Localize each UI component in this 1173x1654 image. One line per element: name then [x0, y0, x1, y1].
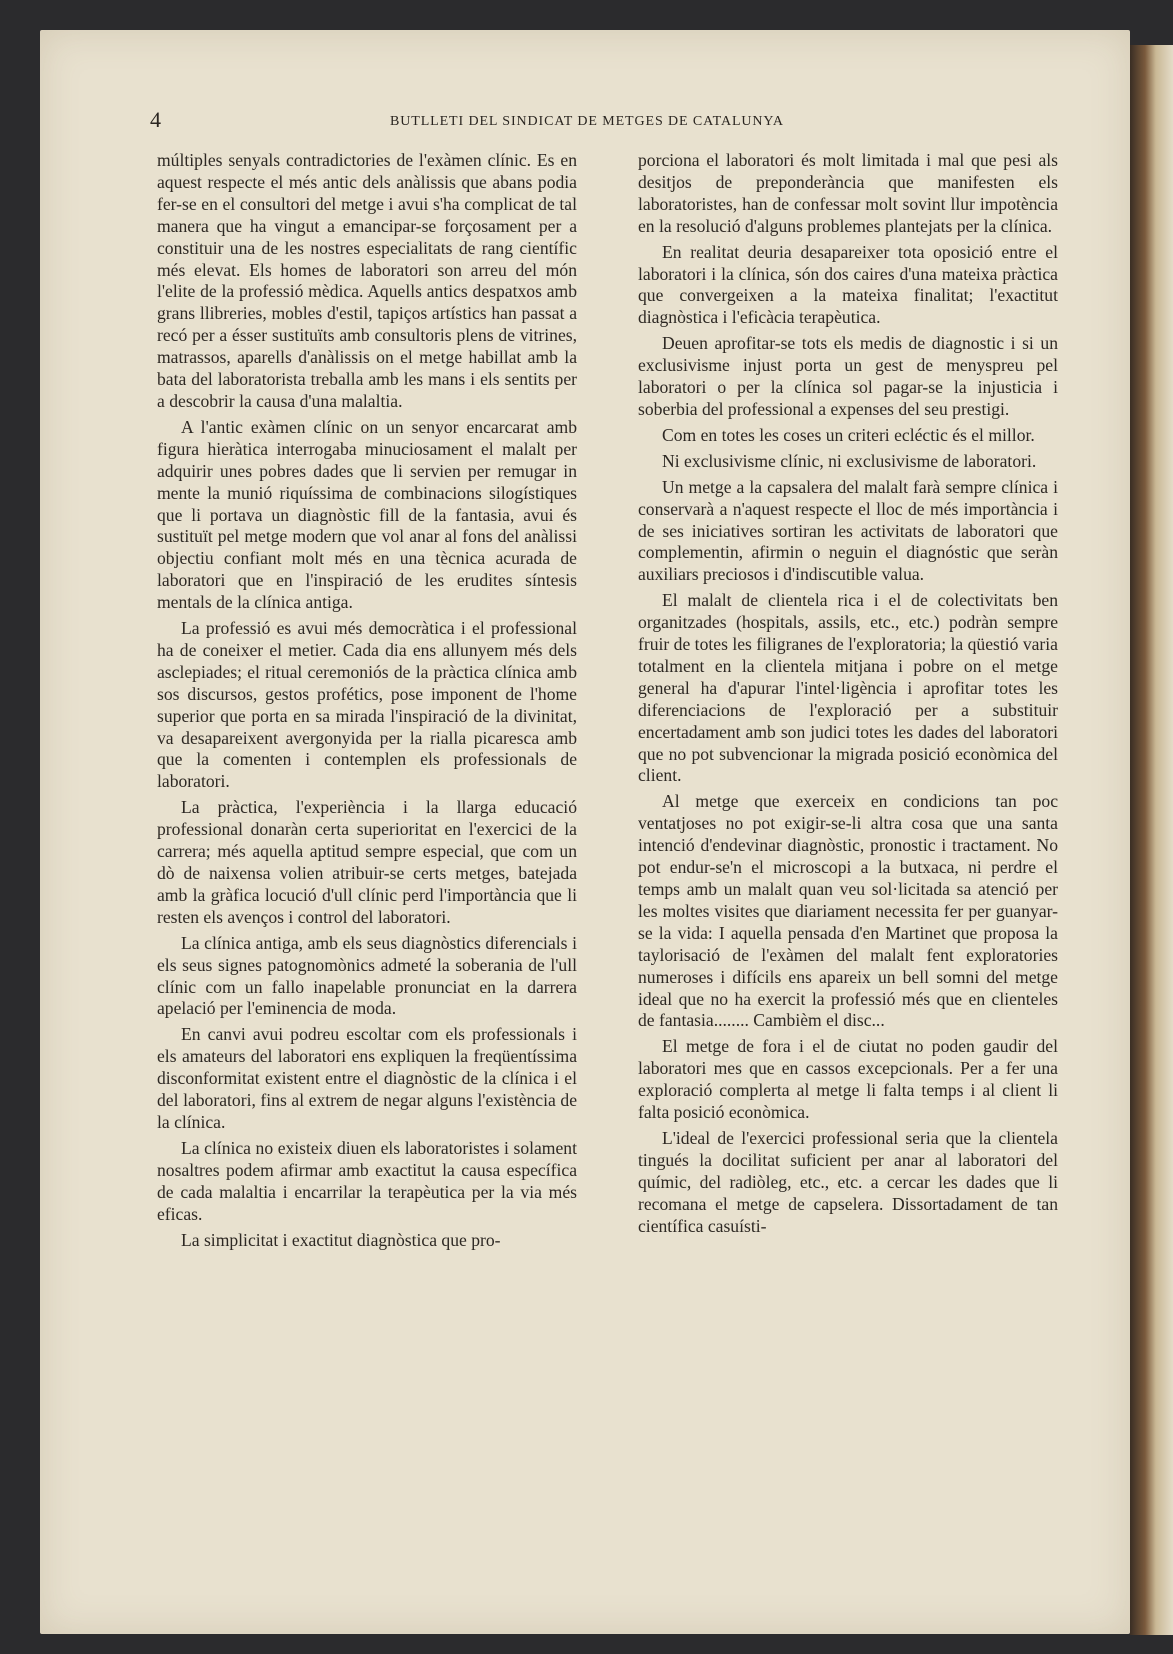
right-paragraph-5: Ni exclusivisme clínic, ni exclusivisme de laboratori. — [662, 450, 1037, 471]
page-number: 4 — [150, 107, 161, 132]
left-paragraph-2: A l'antic exàmen clínic on un senyor encarcarat amb figura hieràtica interrogaba minuciosament el malalt per adquirir unes pobres dades que li servien per remugar in mente la munió riquíssima de combinacions silogístiques que li portava un diagnòstic fill de la fantasia, avui és sustituït pel metge modern que vol anar al fons del anàlissi objectiu confiant molt més en una tècnica acurada de laboratori que en l'inspiració de les erudites síntesis mentals de la clínica antiga. — [157, 416, 577, 613]
right-paragraph-2: En realitat deuria desapareixer tota oposició entre el laboratori i la clínica, són dos caires d'una mateixa pràctica que convergeixen a la mateixa finalitat; l'exactitut diagnòstica i l'eficàcia terapèutica. — [638, 241, 1058, 328]
left-paragraph-3: La professió es avui més democràtica i el professional ha de coneixer el metier. Cada dia ens allunyem més dels asclepiades; el ritual ceremoniós de la pràctica clínica amb sos discursos, gestos profétics, pose imponent de l'home superior que porta en sa mirada l'inspiració de la divinitat, va desapareixent avergonyida per la rialla picaresca amb que la comenten i contemplen els professionals de laboratori. — [157, 618, 577, 792]
right-column — [638, 150, 1058, 1242]
right-paragraph-10: L'ideal de l'exercici professional seria que la clientela tingués la docilitat suficient per anar al laboratori del químic, del radiòleg, etc., etc. a cercar les dades que li recomana el metge de capselera. Dissortadament de tan científica casuísti- — [638, 1127, 1058, 1236]
right-paragraph-1: porciona el laboratori és molt limitada i mal que pesi als desitjos de preponderància que manifesten els laboratoristes, han de confessar molt sovint llur impotència en la resolució d'alguns problemes plantejats per la clínica. — [638, 150, 1058, 236]
right-paragraph-4: Com en totes les coses un criteri ecléctic és el millor. — [662, 424, 1035, 445]
left-paragraph-5: La clínica antiga, amb els seus diagnòstics diferencials i els seus signes patognomònics admeté la soberania de l'ull clínic com un fallo inapelable pronunciat en la darrera apelació per l'eminencia de moda. — [157, 932, 577, 1019]
left-paragraph-7: La clínica no existeix diuen els laboratoristes i solament nosaltres podem afirmar amb exactitut la causa específica de cada malaltia i encarrilar la terapèutica per la via més eficas. — [157, 1137, 577, 1224]
left-paragraph-1: múltiples senyals contradictories de l'exàmen clínic. Es en aquest respecte el més antic dels anàlissis que abans podia fer-se en el consultori del metge i avui s'ha complicat de tal manera que ha vingut a emancipar-se forçosament per a constituir una de les nostres especialitats de rang científic més elevat. Els homes de laboratori son arreu del món l'elite de la professió mèdica. Aquells antics despatxos amb grans llibreries, mobles d'estil, tapiços artístics han passat a recó per a ésser sustituïts amb consultoris plens de vitrines, matrassos, aparells d'anàlissis on el metge habillat amb la bata del laboratorista treballa amb les mans i els sentits per a descobrir la causa d'una malaltia. — [157, 150, 577, 411]
right-paragraph-9: El metge de fora i el de ciutat no poden gaudir del laboratori mes que en cassos excepcionals. Per a fer una exploració complerta al metge li falta temps i al client li falta posició econòmica. — [638, 1036, 1058, 1123]
running-head: BUTLLETI DEL SINDICAT DE METGES DE CATALUNYA — [390, 114, 784, 129]
right-paragraph-8: Al metge que exerceix en condicions tan poc ventatjoses no pot exigir-se-li altra cosa que una santa intenció d'endevinar diagnòstic, pronostic i tractament. No pot endur-se'n el microscopi a la butxaca, ni perdre el temps amb un malalt quan veu sol·licitada sa atenció per les moltes visites que diariament necessita fer per guanyar-se la vida: I aquella pensada d'en Martinet que proposa la taylorisació de l'exàmen del malalt fent exploratories numeroses i difícils ens apareix un bell somni del metge ideal que no ha exercit la professió més que en clienteles de fantasia........ Cambièm el disc... — [638, 791, 1058, 1031]
right-paragraph-7: El malalt de clientela rica i el de colectivitats ben organitzades (hospitals, assils, etc., etc.) podràn sempre fruir de totes les filigranes de l'exploratoria; la qüestió varia totalment en la clientela mitjana i pobre on el metge general ha d'apurar l'intel·ligència i aprofitar totes les diferenciacions de l'exploració per a substituir encertadament amb son judici totes les dades del laboratori que no pot subvencionar la migrada posició econòmica del client. — [638, 590, 1058, 786]
left-paragraph-6: En canvi avui podreu escoltar com els professionals i els amateurs del laboratori ens expliquen la freqüentíssima disconformitat existent entre el diagnòstic de la clínica i el del laboratori, fins al extrem de negar alguns l'existència de la clínica. — [157, 1024, 577, 1132]
right-paragraph-3: Deuen aprofitar-se tots els medis de diagnostic i si un exclusivisme injust porta un gest de menyspreu pel laboratori o per la clínica sol pagar-se la injusticia i soberbia del professional a expenses del seu prestigi. — [638, 333, 1058, 419]
left-paragraph-8: La simplicitat i exactitut diagnòstica que pro- — [181, 1229, 501, 1250]
book-edge — [1130, 45, 1173, 1635]
right-paragraph-6: Un metge a la capsalera del malalt farà sempre clínica i conservarà a n'aquest respecte el lloc de més importància i de ses iniciatives sortiran les activitats de laboratori que complementin, afirmin o neguin el diagnóstic que seràn auxiliars preciosos i d'indiscutible valua. — [638, 476, 1058, 585]
left-paragraph-4: La pràctica, l'experiència i la llarga educació professional donaràn certa superioritat en l'exercici de la carrera; més aquella aptitud sempre especial, que com un dò de naixensa volien atribuir-se certs metges, batejada amb la gràfica locució d'ull clínic perd l'importància que li resten els avenços i control del laboratori. — [157, 797, 577, 927]
left-column — [157, 150, 577, 1255]
